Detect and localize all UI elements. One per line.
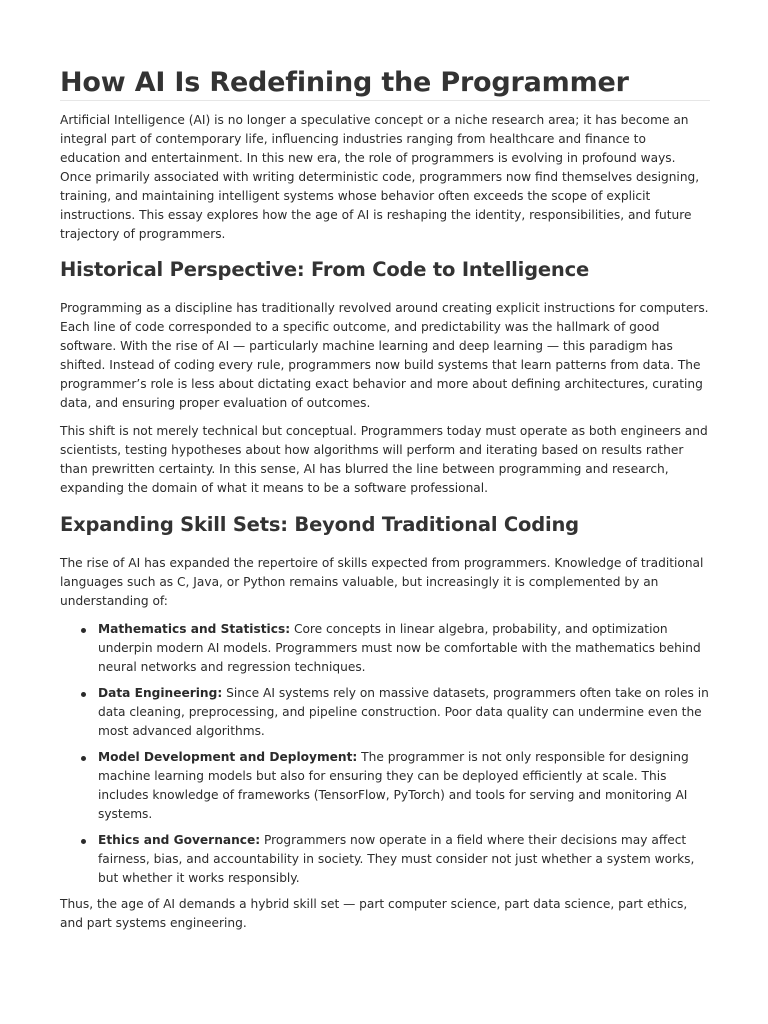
list-item	[98, 748, 710, 824]
section-heading-historical: Historical Perspective: From Code to Intelligence	[60, 258, 590, 281]
skills-conclusion-paragraph: Thus, the age of AI demands a hybrid skill set — part computer science, part data science, part ethics, and part systems engineering.	[60, 897, 688, 930]
historical-paragraph-1: Programming as a discipline has traditionally revolved around creating explicit instructions for computers. Each line of code corresponded to a specific outcome, and predictability was the hallmark of good software. With the rise of AI — particularly machine learning and deep learning — this paradigm has shifted. Instead of coding every rule, programmers now build systems that learn patterns from data. The programmer’s role is less about dictating exact behavior and more about defining architectures, curating data, and ensuring proper evaluation of outcomes.	[60, 301, 709, 410]
historical-paragraph-2: This shift is not merely technical but conceptual. Programmers today must operate as both engineers and scientists, testing hypotheses about how algorithms will perform and iterating based on results rather than prewritten certainty. In this sense, AI has blurred the line between programming and research, expanding the domain of what it means to be a software professional.	[60, 424, 708, 495]
list-item	[98, 684, 710, 741]
section-heading-skills: Expanding Skill Sets: Beyond Traditional Coding	[60, 513, 579, 536]
bullet-icon	[81, 839, 86, 844]
intro-paragraph: Artificial Intelligence (AI) is no longer a speculative concept or a niche research area; it has become an integral part of contemporary life, influencing industries ranging from healthcare and finance to education and entertainment. In this new era, the role of programmers is evolving in profound ways. Once primarily associated with writing deterministic code, programmers now find themselves designing, training, and maintaining intelligent systems whose behavior often exceeds the scope of explicit instructions. This essay explores how the age of AI is reshaping the identity, responsibilities, and future trajectory of programmers.	[60, 113, 700, 241]
page-title: How AI Is Redefining the Programmer	[60, 66, 710, 101]
list-item-term: Ethics and Governance:	[98, 833, 261, 847]
bullet-icon	[81, 756, 86, 761]
list-item-text: The programmer is not only responsible for designing machine learning models but also for ensuring they can be deployed efficiently at scale. This includes knowledge of frameworks (TensorFlow, PyTorch) and tools for serving and monitoring AI systems.	[98, 750, 689, 821]
list-item-term: Data Engineering:	[98, 686, 223, 700]
list-item-term: Model Development and Deployment:	[98, 750, 358, 764]
skills-list	[60, 620, 710, 888]
list-item-text: Core concepts in linear algebra, probability, and optimization underpin modern AI models. Programmers must now be comfortable with the mathematics behind neural networks and regression techniques.	[98, 622, 701, 674]
list-item-text: Since AI systems rely on massive datasets, programmers often take on roles in data cleaning, preprocessing, and pipeline construction. Poor data quality can undermine even the most advanced algorithms.	[98, 686, 709, 738]
bullet-icon	[81, 692, 86, 697]
list-item-term: Mathematics and Statistics:	[98, 622, 291, 636]
list-item	[98, 831, 710, 888]
list-item	[98, 620, 710, 677]
bullet-icon	[81, 628, 86, 633]
skills-intro-paragraph: The rise of AI has expanded the repertoire of skills expected from programmers. Knowledge of traditional languages such as C, Java, or Python remains valuable, but increasingly it is complemented by an understanding of:	[60, 556, 704, 608]
list-item-text: Programmers now operate in a field where their decisions may affect fairness, bias, and accountability in society. They must consider not just whether a system works, but whether it works responsibly.	[98, 833, 695, 885]
